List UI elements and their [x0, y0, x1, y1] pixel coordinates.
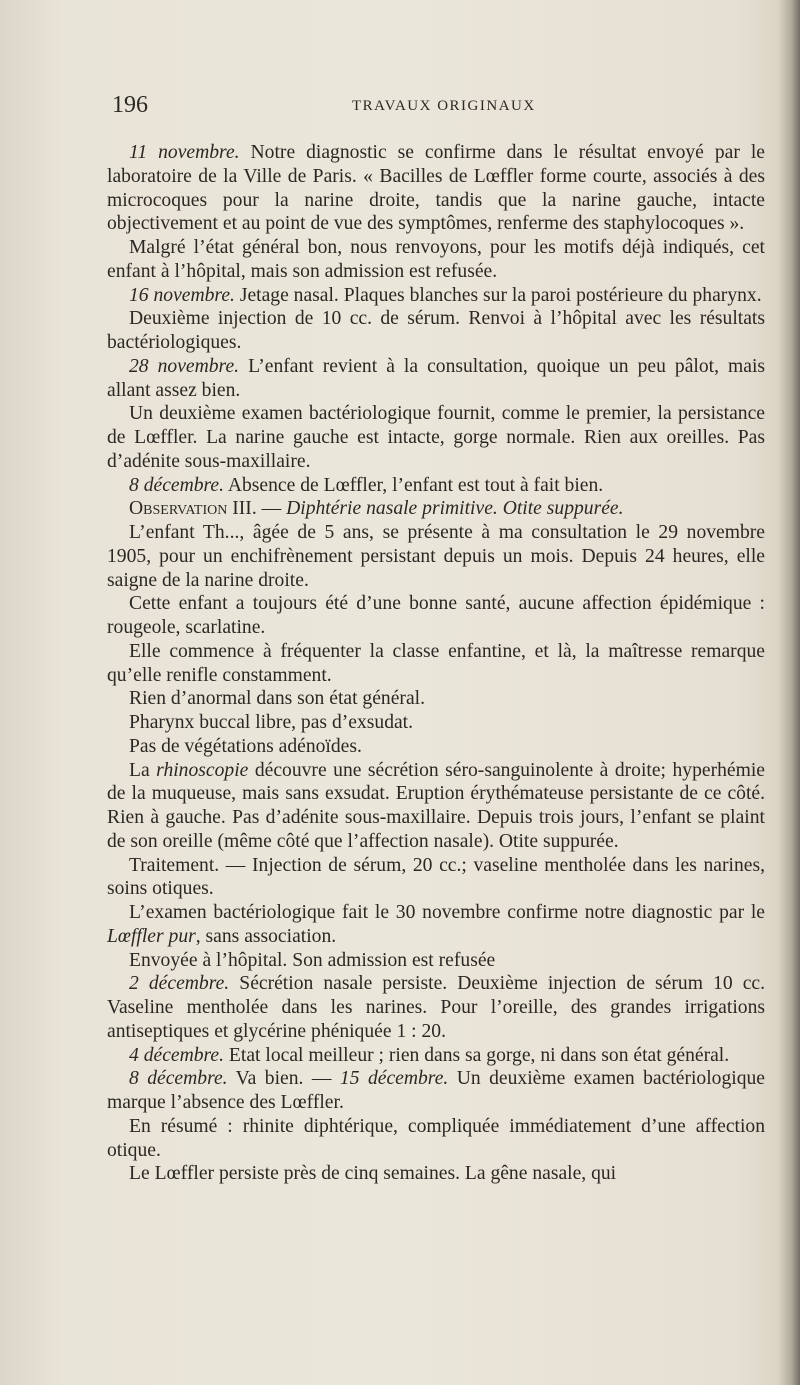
paragraph: Pas de végétations adénoïdes.	[129, 735, 362, 757]
paragraph: L’examen bactériologique fait le 30 novembre confirme notre diagnostic par le Lœffler pur, sans association.	[107, 902, 765, 947]
date: 11 novembre.	[129, 142, 240, 163]
observation-title: Diphtérie nasale primitive. Otite suppurée.	[286, 498, 624, 520]
paragraph: 16 novembre. Jetage nasal. Plaques blanches sur la paroi postérieure du pharynx.	[129, 284, 762, 306]
date: 8 décembre.	[129, 474, 225, 496]
page-edge-shadow	[778, 0, 800, 1385]
paragraph: La rhinoscopie découvre une sécrétion séro-sanguinolente à droite; hyperhémie de la muqueuse, mais sans exsudat. Eruption érythémateuse persistante de ce côté. Rien à gauche. Pas d’adénite sous-maxillaire. Depuis trois jours, l’enfant se plaint de son oreille (même côté que l’affection nasale). Otite suppurée.	[107, 759, 765, 852]
paragraph: Rien d’anormal dans son état général.	[129, 688, 425, 710]
page-number: 196	[112, 92, 148, 118]
paragraph: Le Lœffler persiste près de cinq semaines. La gêne nasale, qui	[129, 1163, 617, 1185]
paragraph: Cette enfant a toujours été d’une bonne santé, aucune affection épidémique : rougeole, scarlatine.	[107, 593, 765, 638]
paragraph: 28 novembre. L’enfant revient à la consultation, quoique un peu pâlot, mais allant assez bien.	[107, 355, 766, 401]
paragraph: 8 décembre. Va bien. — 15 décembre. Un deuxième examen bactériologique marque l’absence des Lœffler.	[107, 1068, 765, 1113]
paragraph: En résumé : rhinite diphtérique, compliquée immédiatement d’une affection otique.	[107, 1115, 765, 1161]
paragraph: Traitement. — Injection de sérum, 20 cc.; vaseline mentholée dans les narines, soins otiques.	[107, 854, 765, 900]
paragraph: 2 décembre. Sécrétion nasale persiste. Deuxième injection de sérum 10 cc. Vaseline mentholée dans les narines. Pour l’oreille, des grandes irrigations antiseptiques et glycérine phéniquée 1 : 20.	[107, 973, 765, 1042]
paragraph: 8 décembre. Absence de Lœffler, l’enfant est tout à fait bien.	[129, 474, 604, 496]
date: 16 novembre.	[129, 284, 235, 306]
date: 4 décembre.	[129, 1044, 225, 1066]
observation-label: Observation	[129, 498, 228, 520]
date: 8 décembre.	[129, 1068, 228, 1090]
date: 15 décembre.	[339, 1068, 449, 1090]
paragraph: Pharynx buccal libre, pas d’exsudat.	[129, 712, 414, 733]
page-header	[112, 92, 772, 122]
emphasis: Lœffler pur	[107, 925, 196, 947]
paragraph: Un deuxième examen bactériologique fournit, comme le premier, la persistance de Lœffler. La narine gauche est intacte, gorge normale. Rien aux oreilles. Pas d’adénite sous-maxillaire.	[107, 403, 765, 472]
date: 28 novembre.	[129, 355, 240, 377]
observation-heading: Observation III. — Diphtérie nasale primitive. Otite suppurée.	[129, 498, 624, 520]
date: 2 décembre.	[129, 973, 230, 995]
paragraph: 11 novembre. Notre diagnostic se confirme dans le résultat envoyé par le laboratoire de la Ville de Paris. « Bacilles de Lœffler forme courte, associés à des microcoques pour la narine droite, tandis que la narine gauche, intacte objectivement et au point de vue des symptômes, renferme des staphylocoques ».	[107, 142, 765, 235]
paragraph: L’enfant Th..., âgée de 5 ans, se présente à ma consultation le 29 novembre 1905, pour un enchifrènement persistant depuis un mois. Depuis 24 heures, elle saigne de la narine droite.	[107, 522, 765, 591]
emphasis: rhinoscopie	[156, 759, 249, 781]
paragraph: 4 décembre. Etat local meilleur ; rien dans sa gorge, ni dans son état général.	[129, 1044, 730, 1066]
paragraph: Deuxième injection de 10 cc. de sérum. Renvoi à l’hôpital avec les résultats bactériologiques.	[107, 308, 765, 353]
body-text	[107, 141, 765, 1186]
paragraph: Elle commence à fréquenter la classe enfantine, et là, la maîtresse remarque qu’elle renifle constamment.	[107, 640, 765, 686]
paragraph: Malgré l’état général bon, nous renvoyons, pour les motifs déjà indiqués, cet enfant à l’hôpital, mais son admission est refusée.	[107, 237, 765, 282]
paragraph: Envoyée à l’hôpital. Son admission est refusée	[129, 949, 496, 971]
running-title: TRAVAUX ORIGINAUX	[352, 98, 536, 114]
